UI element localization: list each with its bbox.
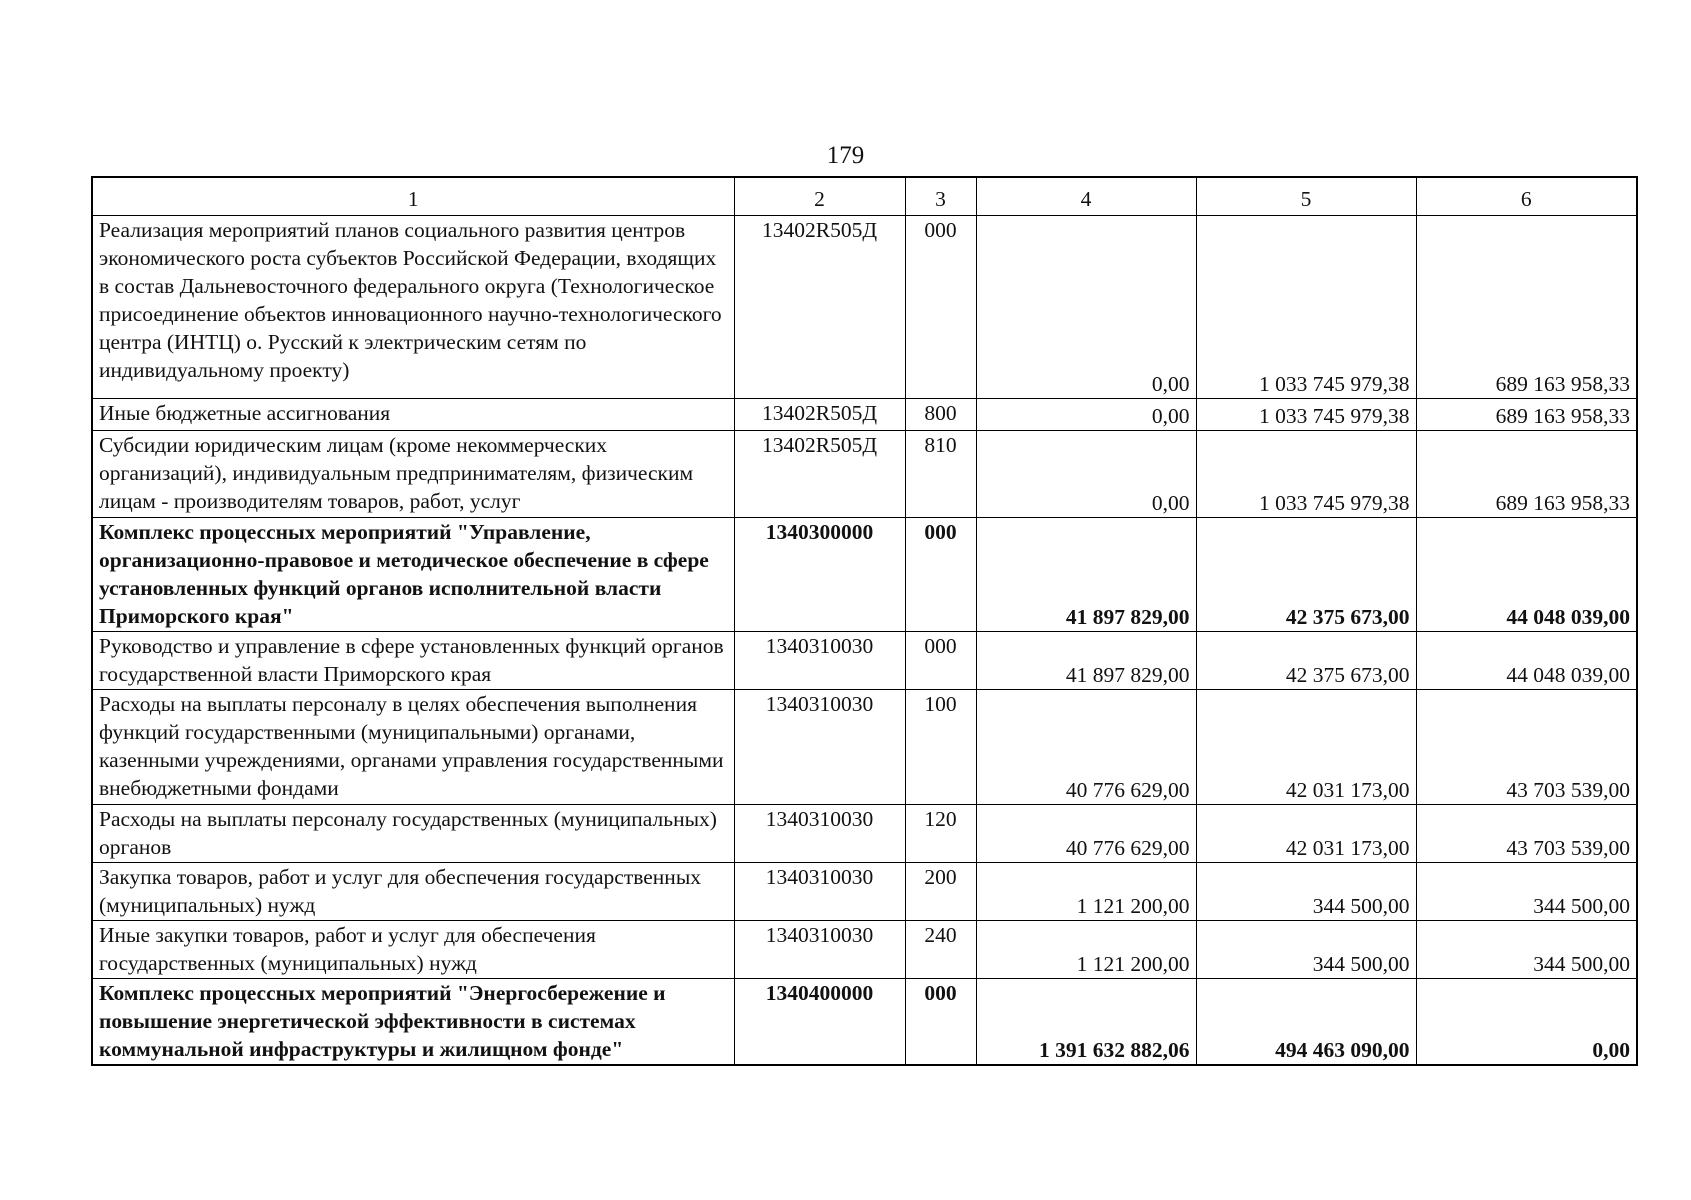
table-row — [92, 863, 1637, 921]
table-row — [92, 399, 1637, 431]
row-expense-type: 240 — [905, 921, 976, 979]
row-value-6: 43 703 539,00 — [1416, 690, 1637, 805]
row-target-code: 1340310030 — [734, 632, 905, 690]
row-value-5: 1 033 745 979,38 — [1196, 431, 1416, 518]
row-expense-type: 000 — [905, 518, 976, 632]
row-name: Расходы на выплаты персоналу государственных (муниципальных) органов — [92, 805, 734, 863]
row-expense-type: 100 — [905, 690, 976, 805]
row-value-6: 43 703 539,00 — [1416, 805, 1637, 863]
row-target-code: 13402R505Д — [734, 431, 905, 518]
row-name: Субсидии юридическим лицам (кроме некоммерческих организаций), индивидуальным предпринимателям, физическим лицам - производителям товаров, работ, услуг — [92, 431, 734, 518]
table-row — [92, 632, 1637, 690]
row-value-5: 344 500,00 — [1196, 921, 1416, 979]
row-target-code: 1340310030 — [734, 921, 905, 979]
row-name: Комплекс процессных мероприятий "Управление, организационно-правовое и методическое обеспечение в сфере установленных функций органов исполнительной власти Приморского края" — [92, 518, 734, 632]
row-value-5: 494 463 090,00 — [1196, 979, 1416, 1065]
row-expense-type: 000 — [905, 216, 976, 399]
row-name: Реализация мероприятий планов социального развития центров экономического роста субъектов Российской Федерации, входящих в состав Дальневосточного федерального округа (Технологическое присоединение объектов инновационного научно-технологического центра (ИНТЦ) о. Русский к электрическим сетям по индивидуальному проекту) — [92, 216, 734, 399]
column-header-3: 3 — [905, 177, 976, 216]
row-name: Комплекс процессных мероприятий "Энергосбережение и повышение энергетической эффективности в системах коммунальной инфраструктуры и жилищном фонде" — [92, 979, 734, 1065]
row-expense-type: 120 — [905, 805, 976, 863]
row-name: Закупка товаров, работ и услуг для обеспечения государственных (муниципальных) нужд — [92, 863, 734, 921]
table-row — [92, 431, 1637, 518]
row-value-6: 689 163 958,33 — [1416, 431, 1637, 518]
row-value-4: 0,00 — [976, 399, 1196, 431]
row-value-4: 41 897 829,00 — [976, 518, 1196, 632]
row-value-4: 1 121 200,00 — [976, 921, 1196, 979]
row-target-code: 1340310030 — [734, 690, 905, 805]
table-row — [92, 518, 1637, 632]
column-header-2: 2 — [734, 177, 905, 216]
row-value-5: 1 033 745 979,38 — [1196, 216, 1416, 399]
column-header-6: 6 — [1416, 177, 1637, 216]
row-value-4: 40 776 629,00 — [976, 690, 1196, 805]
row-name: Иные бюджетные ассигнования — [92, 399, 734, 431]
row-value-6: 689 163 958,33 — [1416, 399, 1637, 431]
row-value-6: 0,00 — [1416, 979, 1637, 1065]
row-expense-type: 810 — [905, 431, 976, 518]
table-row — [92, 690, 1637, 805]
row-target-code: 1340400000 — [734, 979, 905, 1065]
row-value-5: 344 500,00 — [1196, 863, 1416, 921]
row-value-4: 40 776 629,00 — [976, 805, 1196, 863]
table-row — [92, 216, 1637, 399]
budget-table — [91, 176, 1638, 1066]
row-value-6: 344 500,00 — [1416, 921, 1637, 979]
row-value-4: 41 897 829,00 — [976, 632, 1196, 690]
row-name: Иные закупки товаров, работ и услуг для обеспечения государственных (муниципальных) нужд — [92, 921, 734, 979]
row-value-6: 44 048 039,00 — [1416, 518, 1637, 632]
row-value-5: 42 375 673,00 — [1196, 632, 1416, 690]
row-name: Руководство и управление в сфере установленных функций органов государственной власти Приморского края — [92, 632, 734, 690]
page-number: 179 — [826, 142, 865, 169]
table-row — [92, 921, 1637, 979]
row-value-4: 1 121 200,00 — [976, 863, 1196, 921]
row-expense-type: 200 — [905, 863, 976, 921]
row-value-4: 0,00 — [976, 216, 1196, 399]
row-expense-type: 800 — [905, 399, 976, 431]
row-value-4: 1 391 632 882,06 — [976, 979, 1196, 1065]
row-value-5: 42 031 173,00 — [1196, 690, 1416, 805]
row-target-code: 13402R505Д — [734, 399, 905, 431]
row-expense-type: 000 — [905, 979, 976, 1065]
row-expense-type: 000 — [905, 632, 976, 690]
table-row — [92, 979, 1637, 1065]
row-target-code: 1340310030 — [734, 805, 905, 863]
row-value-6: 689 163 958,33 — [1416, 216, 1637, 399]
column-header-1: 1 — [92, 177, 734, 216]
row-value-5: 42 031 173,00 — [1196, 805, 1416, 863]
row-target-code: 13402R505Д — [734, 216, 905, 399]
column-header-5: 5 — [1196, 177, 1416, 216]
row-value-5: 42 375 673,00 — [1196, 518, 1416, 632]
row-value-6: 44 048 039,00 — [1416, 632, 1637, 690]
row-target-code: 1340310030 — [734, 863, 905, 921]
row-target-code: 1340300000 — [734, 518, 905, 632]
column-header-4: 4 — [976, 177, 1196, 216]
row-name: Расходы на выплаты персоналу в целях обеспечения выполнения функций государственными (муниципальными) органами, казенными учреждениями, органами управления государственными внебюджетными фондами — [92, 690, 734, 805]
table-row — [92, 805, 1637, 863]
row-value-6: 344 500,00 — [1416, 863, 1637, 921]
row-value-5: 1 033 745 979,38 — [1196, 399, 1416, 431]
header-row — [92, 177, 1637, 216]
row-value-4: 0,00 — [976, 431, 1196, 518]
